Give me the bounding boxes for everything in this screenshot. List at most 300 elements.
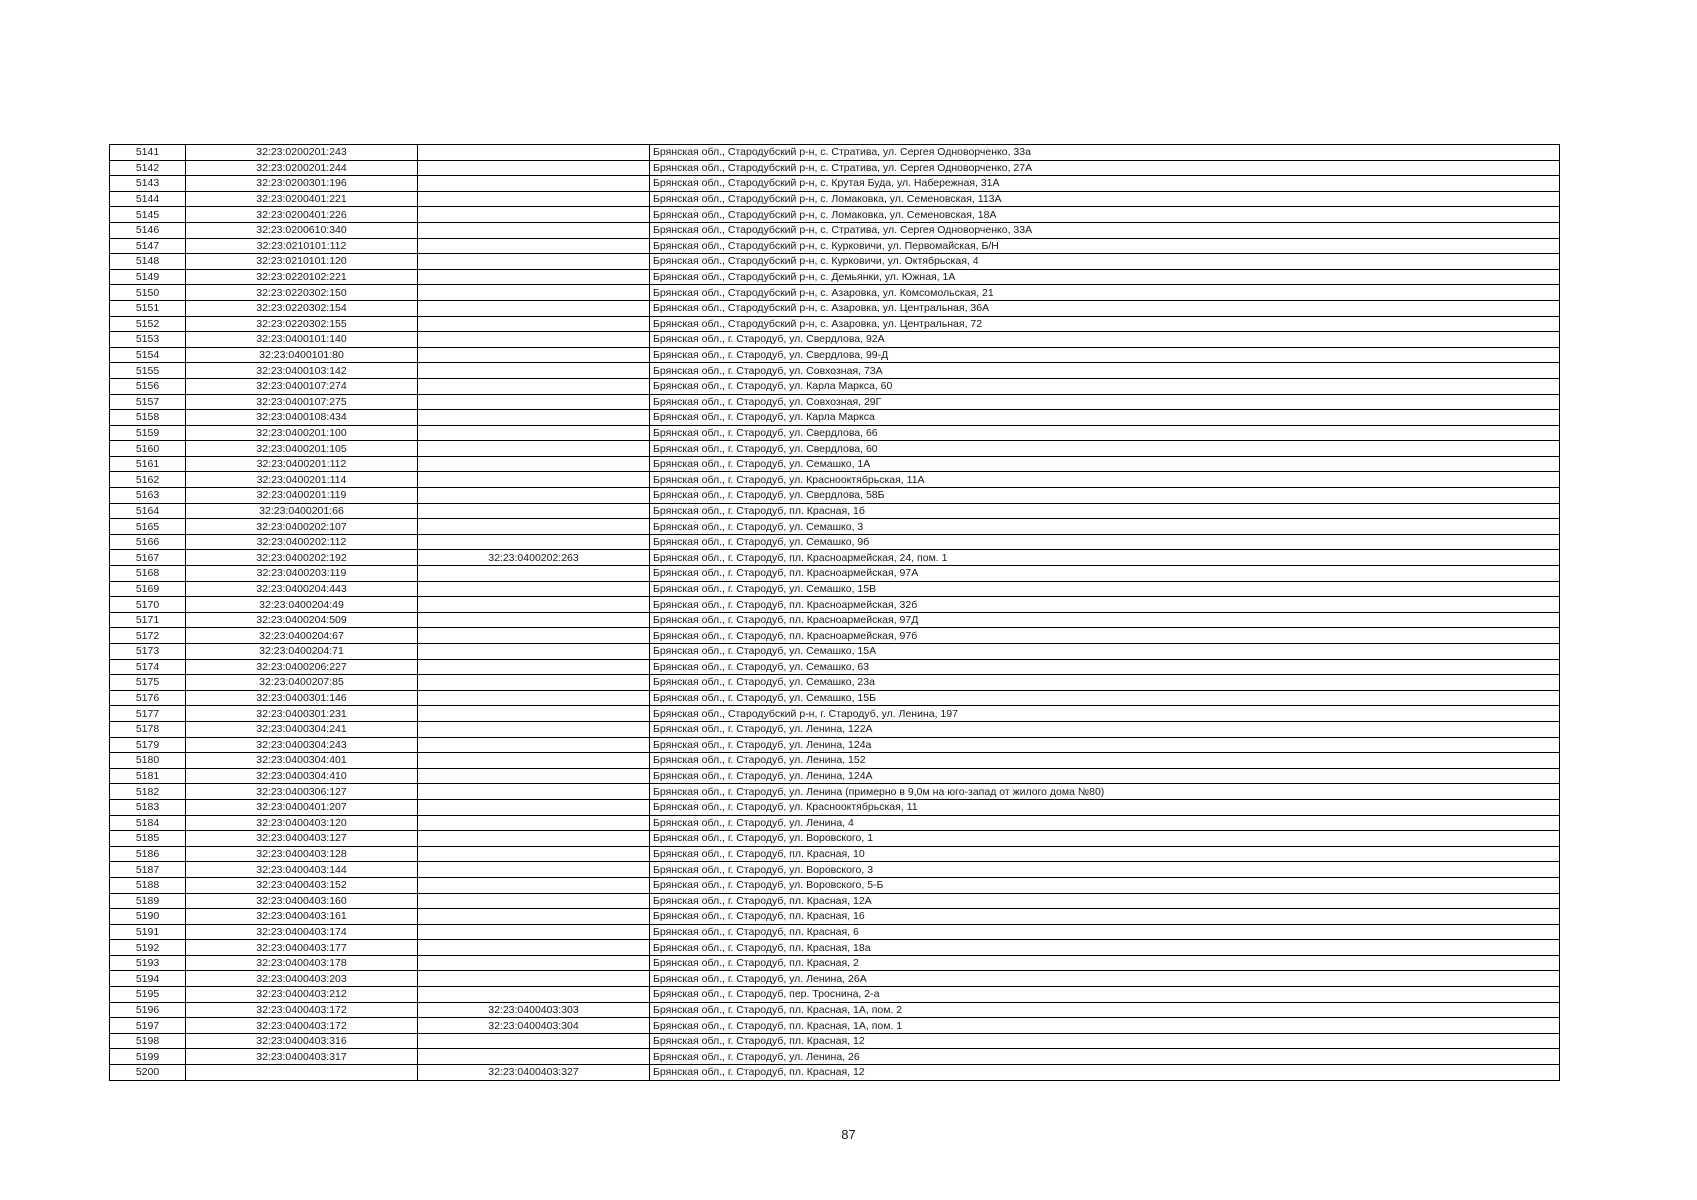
room-cadastral-number-cell	[418, 862, 650, 878]
table-row	[110, 893, 1560, 909]
row-number-cell: 5190	[110, 909, 186, 925]
row-number-cell: 5195	[110, 987, 186, 1003]
cadastral-number-cell: 32:23:0400304:243	[186, 737, 418, 753]
address-cell: Брянская обл., г. Стародуб, ул. Совхозная, 73А	[650, 363, 1560, 379]
address-cell: Брянская обл., Стародубский р-н, с. Стратива, ул. Сергея Одноворченко, 33А	[650, 222, 1560, 238]
cadastral-number-cell: 32:23:0400204:443	[186, 581, 418, 597]
cadastral-number-cell: 32:23:0400403:177	[186, 940, 418, 956]
room-cadastral-number-cell	[418, 799, 650, 815]
address-cell: Брянская обл., г. Стародуб, ул. Семашко, 23а	[650, 675, 1560, 691]
room-cadastral-number-cell	[418, 768, 650, 784]
room-cadastral-number-cell	[418, 675, 650, 691]
room-cadastral-number-cell	[418, 737, 650, 753]
cadastral-number-cell: 32:23:0400206:227	[186, 659, 418, 675]
cadastral-number-cell: 32:23:0200301:196	[186, 176, 418, 192]
cadastral-number-cell: 32:23:0220302:155	[186, 316, 418, 332]
row-number-cell: 5158	[110, 410, 186, 426]
cadastral-number-cell: 32:23:0210101:112	[186, 238, 418, 254]
cadastral-number-cell: 32:23:0400403:160	[186, 893, 418, 909]
table-row	[110, 784, 1560, 800]
address-cell: Брянская обл., г. Стародуб, пл. Красная, 6	[650, 924, 1560, 940]
address-cell: Брянская обл., г. Стародуб, пл. Красноармейская, 97б	[650, 628, 1560, 644]
table-row	[110, 721, 1560, 737]
row-number-cell: 5156	[110, 378, 186, 394]
address-cell: Брянская обл., г. Стародуб, ул. Свердлова, 92А	[650, 332, 1560, 348]
row-number-cell: 5155	[110, 363, 186, 379]
address-cell: Брянская обл., г. Стародуб, пл. Красноармейская, 97Д	[650, 612, 1560, 628]
table-row	[110, 659, 1560, 675]
cadastral-number-cell: 32:23:0400201:114	[186, 472, 418, 488]
row-number-cell: 5176	[110, 690, 186, 706]
row-number-cell: 5174	[110, 659, 186, 675]
row-number-cell: 5166	[110, 534, 186, 550]
address-cell: Брянская обл., г. Стародуб, пл. Красная, 1А, пом. 1	[650, 1018, 1560, 1034]
room-cadastral-number-cell	[418, 394, 650, 410]
address-cell: Брянская обл., Стародубский р-н, с. Демьянки, ул. Южная, 1А	[650, 269, 1560, 285]
address-cell: Брянская обл., г. Стародуб, пл. Красная, 12А	[650, 893, 1560, 909]
row-number-cell: 5150	[110, 285, 186, 301]
address-cell: Брянская обл., г. Стародуб, ул. Свердлова, 66	[650, 425, 1560, 441]
cadastral-number-cell: 32:23:0210101:120	[186, 254, 418, 270]
address-cell: Брянская обл., г. Стародуб, ул. Воровского, 5-Б	[650, 877, 1560, 893]
table-row	[110, 472, 1560, 488]
room-cadastral-number-cell	[418, 300, 650, 316]
table-row	[110, 566, 1560, 582]
table-row	[110, 285, 1560, 301]
address-cell: Брянская обл., Стародубский р-н, с. Азаровка, ул. Комсомольская, 21	[650, 285, 1560, 301]
room-cadastral-number-cell	[418, 877, 650, 893]
cadastral-number-cell: 32:23:0400201:112	[186, 456, 418, 472]
table-row	[110, 1049, 1560, 1065]
room-cadastral-number-cell	[418, 1033, 650, 1049]
address-cell: Брянская обл., Стародубский р-н, с. Курковичи, ул. Первомайская, Б/Н	[650, 238, 1560, 254]
cadastral-number-cell: 32:23:0400301:231	[186, 706, 418, 722]
table-row	[110, 846, 1560, 862]
row-number-cell: 5144	[110, 191, 186, 207]
table-row	[110, 1018, 1560, 1034]
cadastral-number-cell: 32:23:0400403:172	[186, 1018, 418, 1034]
address-cell: Брянская обл., Стародубский р-н, с. Крутая Буда, ул. Набережная, 31А	[650, 176, 1560, 192]
row-number-cell: 5191	[110, 924, 186, 940]
room-cadastral-number-cell	[418, 378, 650, 394]
room-cadastral-number-cell: 32:23:0400202:263	[418, 550, 650, 566]
room-cadastral-number-cell	[418, 472, 650, 488]
address-cell: Брянская обл., Стародубский р-н, с. Ломаковка, ул. Семеновская, 113А	[650, 191, 1560, 207]
cadastral-number-cell: 32:23:0400103:142	[186, 363, 418, 379]
registry-table-body	[110, 145, 1560, 1081]
cadastral-number-cell: 32:23:0400204:509	[186, 612, 418, 628]
row-number-cell: 5164	[110, 503, 186, 519]
row-number-cell: 5194	[110, 971, 186, 987]
cadastral-number-cell: 32:23:0400108:434	[186, 410, 418, 426]
room-cadastral-number-cell	[418, 612, 650, 628]
registry-table	[109, 144, 1560, 1081]
row-number-cell: 5170	[110, 597, 186, 613]
cadastral-number-cell: 32:23:0400107:275	[186, 394, 418, 410]
table-row	[110, 176, 1560, 192]
row-number-cell: 5168	[110, 566, 186, 582]
address-cell: Брянская обл., г. Стародуб, пл. Красная, 12	[650, 1033, 1560, 1049]
cadastral-number-cell: 32:23:0200201:243	[186, 145, 418, 161]
table-row	[110, 924, 1560, 940]
address-cell: Брянская обл., г. Стародуб, ул. Краснооктябрьская, 11	[650, 799, 1560, 815]
row-number-cell: 5178	[110, 721, 186, 737]
address-cell: Брянская обл., г. Стародуб, ул. Ленина, 4	[650, 815, 1560, 831]
room-cadastral-number-cell	[418, 784, 650, 800]
cadastral-number-cell: 32:23:0400403:212	[186, 987, 418, 1003]
row-number-cell: 5192	[110, 940, 186, 956]
room-cadastral-number-cell	[418, 285, 650, 301]
table-row	[110, 862, 1560, 878]
room-cadastral-number-cell	[418, 503, 650, 519]
table-row	[110, 971, 1560, 987]
row-number-cell: 5149	[110, 269, 186, 285]
cadastral-number-cell: 32:23:0200401:221	[186, 191, 418, 207]
address-cell: Брянская обл., г. Стародуб, ул. Ленина (примерно в 9,0м на юго-запад от жилого дома №80)	[650, 784, 1560, 800]
table-row	[110, 222, 1560, 238]
address-cell: Брянская обл., г. Стародуб, ул. Свердлова, 58Б	[650, 488, 1560, 504]
table-row	[110, 628, 1560, 644]
table-row	[110, 706, 1560, 722]
address-cell: Брянская обл., г. Стародуб, пл. Красноармейская, 24, пом. 1	[650, 550, 1560, 566]
table-row	[110, 1033, 1560, 1049]
cadastral-number-cell: 32:23:0400101:140	[186, 332, 418, 348]
address-cell: Брянская обл., г. Стародуб, ул. Ленина, 122А	[650, 721, 1560, 737]
cadastral-number-cell: 32:23:0400403:203	[186, 971, 418, 987]
table-row	[110, 690, 1560, 706]
address-cell: Брянская обл., г. Стародуб, ул. Воровского, 3	[650, 862, 1560, 878]
cadastral-number-cell: 32:23:0400306:127	[186, 784, 418, 800]
row-number-cell: 5142	[110, 160, 186, 176]
cadastral-number-cell	[186, 1065, 418, 1081]
room-cadastral-number-cell	[418, 659, 650, 675]
room-cadastral-number-cell	[418, 987, 650, 1003]
cadastral-number-cell: 32:23:0400403:172	[186, 1002, 418, 1018]
room-cadastral-number-cell	[418, 238, 650, 254]
room-cadastral-number-cell	[418, 160, 650, 176]
table-row	[110, 909, 1560, 925]
address-cell: Брянская обл., г. Стародуб, ул. Семашко, 9б	[650, 534, 1560, 550]
cadastral-number-cell: 32:23:0400201:100	[186, 425, 418, 441]
cadastral-number-cell: 32:23:0400201:119	[186, 488, 418, 504]
room-cadastral-number-cell	[418, 940, 650, 956]
row-number-cell: 5199	[110, 1049, 186, 1065]
table-row	[110, 768, 1560, 784]
cadastral-number-cell: 32:23:0400202:192	[186, 550, 418, 566]
cadastral-number-cell: 32:23:0400301:146	[186, 690, 418, 706]
address-cell: Брянская обл., Стародубский р-н, с. Ломаковка, ул. Семеновская, 18А	[650, 207, 1560, 223]
row-number-cell: 5165	[110, 519, 186, 535]
room-cadastral-number-cell	[418, 519, 650, 535]
cadastral-number-cell: 32:23:0200401:226	[186, 207, 418, 223]
row-number-cell: 5193	[110, 955, 186, 971]
row-number-cell: 5171	[110, 612, 186, 628]
address-cell: Брянская обл., г. Стародуб, ул. Семашко, 63	[650, 659, 1560, 675]
cadastral-number-cell: 32:23:0400403:152	[186, 877, 418, 893]
address-cell: Брянская обл., г. Стародуб, пл. Красноармейская, 97А	[650, 566, 1560, 582]
room-cadastral-number-cell	[418, 690, 650, 706]
address-cell: Брянская обл., г. Стародуб, ул. Семашко, 15А	[650, 644, 1560, 660]
address-cell: Брянская обл., г. Стародуб, ул. Ленина, 124А	[650, 768, 1560, 784]
table-row	[110, 940, 1560, 956]
table-row	[110, 207, 1560, 223]
table-row	[110, 955, 1560, 971]
address-cell: Брянская обл., Стародубский р-н, с. Курковичи, ул. Октябрьская, 4	[650, 254, 1560, 270]
address-cell: Брянская обл., г. Стародуб, ул. Краснооктябрьская, 11А	[650, 472, 1560, 488]
cadastral-number-cell: 32:23:0400202:112	[186, 534, 418, 550]
cadastral-number-cell: 32:23:0200201:244	[186, 160, 418, 176]
table-row	[110, 488, 1560, 504]
room-cadastral-number-cell	[418, 706, 650, 722]
cadastral-number-cell: 32:23:0400403:128	[186, 846, 418, 862]
table-row	[110, 332, 1560, 348]
cadastral-number-cell: 32:23:0220302:150	[186, 285, 418, 301]
row-number-cell: 5181	[110, 768, 186, 784]
address-cell: Брянская обл., г. Стародуб, ул. Карла Маркса, 60	[650, 378, 1560, 394]
row-number-cell: 5175	[110, 675, 186, 691]
room-cadastral-number-cell	[418, 425, 650, 441]
table-row	[110, 145, 1560, 161]
table-row	[110, 675, 1560, 691]
row-number-cell: 5146	[110, 222, 186, 238]
room-cadastral-number-cell: 32:23:0400403:303	[418, 1002, 650, 1018]
room-cadastral-number-cell	[418, 846, 650, 862]
cadastral-number-cell: 32:23:0400403:178	[186, 955, 418, 971]
room-cadastral-number-cell	[418, 581, 650, 597]
room-cadastral-number-cell	[418, 176, 650, 192]
cadastral-number-cell: 32:23:0400403:120	[186, 815, 418, 831]
room-cadastral-number-cell	[418, 191, 650, 207]
row-number-cell: 5167	[110, 550, 186, 566]
cadastral-number-cell: 32:23:0400101:80	[186, 347, 418, 363]
table-row	[110, 347, 1560, 363]
room-cadastral-number-cell	[418, 566, 650, 582]
table-row	[110, 394, 1560, 410]
room-cadastral-number-cell	[418, 955, 650, 971]
row-number-cell: 5154	[110, 347, 186, 363]
room-cadastral-number-cell	[418, 254, 650, 270]
address-cell: Брянская обл., г. Стародуб, ул. Свердлова, 99-Д	[650, 347, 1560, 363]
room-cadastral-number-cell	[418, 893, 650, 909]
row-number-cell: 5186	[110, 846, 186, 862]
table-row	[110, 799, 1560, 815]
table-row	[110, 597, 1560, 613]
row-number-cell: 5145	[110, 207, 186, 223]
table-row	[110, 534, 1560, 550]
address-cell: Брянская обл., г. Стародуб, пл. Красная, 1б	[650, 503, 1560, 519]
row-number-cell: 5197	[110, 1018, 186, 1034]
row-number-cell: 5173	[110, 644, 186, 660]
cadastral-number-cell: 32:23:0400204:71	[186, 644, 418, 660]
cadastral-number-cell: 32:23:0400403:316	[186, 1033, 418, 1049]
room-cadastral-number-cell	[418, 721, 650, 737]
row-number-cell: 5180	[110, 753, 186, 769]
cadastral-number-cell: 32:23:0400403:317	[186, 1049, 418, 1065]
table-row	[110, 160, 1560, 176]
row-number-cell: 5184	[110, 815, 186, 831]
cadastral-number-cell: 32:23:0220102:221	[186, 269, 418, 285]
cadastral-number-cell: 32:23:0400403:161	[186, 909, 418, 925]
address-cell: Брянская обл., г. Стародуб, ул. Ленина, 152	[650, 753, 1560, 769]
address-cell: Брянская обл., г. Стародуб, ул. Семашко, 3	[650, 519, 1560, 535]
cadastral-number-cell: 32:23:0400401:207	[186, 799, 418, 815]
table-row	[110, 877, 1560, 893]
table-row	[110, 456, 1560, 472]
row-number-cell: 5169	[110, 581, 186, 597]
row-number-cell: 5187	[110, 862, 186, 878]
row-number-cell: 5159	[110, 425, 186, 441]
table-row	[110, 441, 1560, 457]
cadastral-number-cell: 32:23:0400204:49	[186, 597, 418, 613]
cadastral-number-cell: 32:23:0220302:154	[186, 300, 418, 316]
address-cell: Брянская обл., г. Стародуб, ул. Семашко, 15В	[650, 581, 1560, 597]
row-number-cell: 5152	[110, 316, 186, 332]
cadastral-number-cell: 32:23:0400203:119	[186, 566, 418, 582]
table-row	[110, 269, 1560, 285]
row-number-cell: 5196	[110, 1002, 186, 1018]
room-cadastral-number-cell	[418, 456, 650, 472]
room-cadastral-number-cell	[418, 207, 650, 223]
row-number-cell: 5200	[110, 1065, 186, 1081]
row-number-cell: 5151	[110, 300, 186, 316]
room-cadastral-number-cell	[418, 644, 650, 660]
address-cell: Брянская обл., г. Стародуб, пл. Красная, 10	[650, 846, 1560, 862]
table-row	[110, 612, 1560, 628]
address-cell: Брянская обл., Стародубский р-н, с. Азаровка, ул. Центральная, 36А	[650, 300, 1560, 316]
address-cell: Брянская обл., Стародубский р-н, с. Стратива, ул. Сергея Одноворченко, 33а	[650, 145, 1560, 161]
address-cell: Брянская обл., г. Стародуб, ул. Воровского, 1	[650, 831, 1560, 847]
room-cadastral-number-cell	[418, 347, 650, 363]
row-number-cell: 5153	[110, 332, 186, 348]
row-number-cell: 5188	[110, 877, 186, 893]
row-number-cell: 5182	[110, 784, 186, 800]
address-cell: Брянская обл., г. Стародуб, пл. Красная, 1А, пом. 2	[650, 1002, 1560, 1018]
address-cell: Брянская обл., г. Стародуб, ул. Свердлова, 60	[650, 441, 1560, 457]
table-row	[110, 550, 1560, 566]
room-cadastral-number-cell	[418, 441, 650, 457]
address-cell: Брянская обл., г. Стародуб, ул. Семашко, 15Б	[650, 690, 1560, 706]
table-row	[110, 300, 1560, 316]
row-number-cell: 5161	[110, 456, 186, 472]
row-number-cell: 5148	[110, 254, 186, 270]
cadastral-number-cell: 32:23:0400204:67	[186, 628, 418, 644]
room-cadastral-number-cell	[418, 316, 650, 332]
table-row	[110, 644, 1560, 660]
address-cell: Брянская обл., г. Стародуб, пл. Красная, 2	[650, 955, 1560, 971]
room-cadastral-number-cell: 32:23:0400403:304	[418, 1018, 650, 1034]
row-number-cell: 5143	[110, 176, 186, 192]
cadastral-number-cell: 32:23:0400202:107	[186, 519, 418, 535]
room-cadastral-number-cell	[418, 924, 650, 940]
room-cadastral-number-cell	[418, 628, 650, 644]
row-number-cell: 5162	[110, 472, 186, 488]
room-cadastral-number-cell	[418, 269, 650, 285]
address-cell: Брянская обл., г. Стародуб, ул. Совхозная, 29Г	[650, 394, 1560, 410]
cadastral-number-cell: 32:23:0400403:174	[186, 924, 418, 940]
page-number: 87	[841, 1127, 856, 1142]
row-number-cell: 5185	[110, 831, 186, 847]
table-row	[110, 581, 1560, 597]
room-cadastral-number-cell	[418, 363, 650, 379]
table-row	[110, 1065, 1560, 1081]
table-row	[110, 191, 1560, 207]
room-cadastral-number-cell	[418, 145, 650, 161]
room-cadastral-number-cell	[418, 815, 650, 831]
table-row	[110, 1002, 1560, 1018]
row-number-cell: 5177	[110, 706, 186, 722]
cadastral-number-cell: 32:23:0400207:85	[186, 675, 418, 691]
address-cell: Брянская обл., г. Стародуб, пл. Красноармейская, 32б	[650, 597, 1560, 613]
address-cell: Брянская обл., г. Стародуб, пер. Троснина, 2-а	[650, 987, 1560, 1003]
table-row	[110, 987, 1560, 1003]
cadastral-number-cell: 32:23:0400304:410	[186, 768, 418, 784]
address-cell: Брянская обл., Стародубский р-н, г. Стародуб, ул. Ленина, 197	[650, 706, 1560, 722]
cadastral-number-cell: 32:23:0400304:241	[186, 721, 418, 737]
room-cadastral-number-cell	[418, 831, 650, 847]
room-cadastral-number-cell	[418, 1049, 650, 1065]
table-row	[110, 316, 1560, 332]
row-number-cell: 5179	[110, 737, 186, 753]
room-cadastral-number-cell: 32:23:0400403:327	[418, 1065, 650, 1081]
table-row	[110, 815, 1560, 831]
row-number-cell: 5189	[110, 893, 186, 909]
table-row	[110, 363, 1560, 379]
room-cadastral-number-cell	[418, 909, 650, 925]
table-row	[110, 831, 1560, 847]
address-cell: Брянская обл., г. Стародуб, ул. Ленина, 124а	[650, 737, 1560, 753]
row-number-cell: 5141	[110, 145, 186, 161]
cadastral-number-cell: 32:23:0400403:144	[186, 862, 418, 878]
address-cell: Брянская обл., г. Стародуб, ул. Ленина, 26	[650, 1049, 1560, 1065]
row-number-cell: 5172	[110, 628, 186, 644]
cadastral-number-cell: 32:23:0400201:105	[186, 441, 418, 457]
table-row	[110, 410, 1560, 426]
row-number-cell: 5163	[110, 488, 186, 504]
room-cadastral-number-cell	[418, 488, 650, 504]
table-row	[110, 254, 1560, 270]
room-cadastral-number-cell	[418, 534, 650, 550]
cadastral-number-cell: 32:23:0200610:340	[186, 222, 418, 238]
room-cadastral-number-cell	[418, 971, 650, 987]
row-number-cell: 5147	[110, 238, 186, 254]
room-cadastral-number-cell	[418, 222, 650, 238]
cadastral-number-cell: 32:23:0400201:66	[186, 503, 418, 519]
room-cadastral-number-cell	[418, 753, 650, 769]
address-cell: Брянская обл., г. Стародуб, пл. Красная, 12	[650, 1065, 1560, 1081]
row-number-cell: 5160	[110, 441, 186, 457]
table-row	[110, 519, 1560, 535]
row-number-cell: 5198	[110, 1033, 186, 1049]
table-row	[110, 378, 1560, 394]
room-cadastral-number-cell	[418, 410, 650, 426]
row-number-cell: 5157	[110, 394, 186, 410]
cadastral-number-cell: 32:23:0400403:127	[186, 831, 418, 847]
address-cell: Брянская обл., г. Стародуб, ул. Карла Маркса	[650, 410, 1560, 426]
table-row	[110, 503, 1560, 519]
address-cell: Брянская обл., Стародубский р-н, с. Азаровка, ул. Центральная, 72	[650, 316, 1560, 332]
table-row	[110, 737, 1560, 753]
address-cell: Брянская обл., г. Стародуб, пл. Красная, 18а	[650, 940, 1560, 956]
room-cadastral-number-cell	[418, 597, 650, 613]
cadastral-number-cell: 32:23:0400107:274	[186, 378, 418, 394]
room-cadastral-number-cell	[418, 332, 650, 348]
table-row	[110, 238, 1560, 254]
address-cell: Брянская обл., г. Стародуб, пл. Красная, 16	[650, 909, 1560, 925]
cadastral-number-cell: 32:23:0400304:401	[186, 753, 418, 769]
address-cell: Брянская обл., г. Стародуб, ул. Семашко, 1А	[650, 456, 1560, 472]
table-row	[110, 753, 1560, 769]
address-cell: Брянская обл., Стародубский р-н, с. Стратива, ул. Сергея Одноворченко, 27А	[650, 160, 1560, 176]
